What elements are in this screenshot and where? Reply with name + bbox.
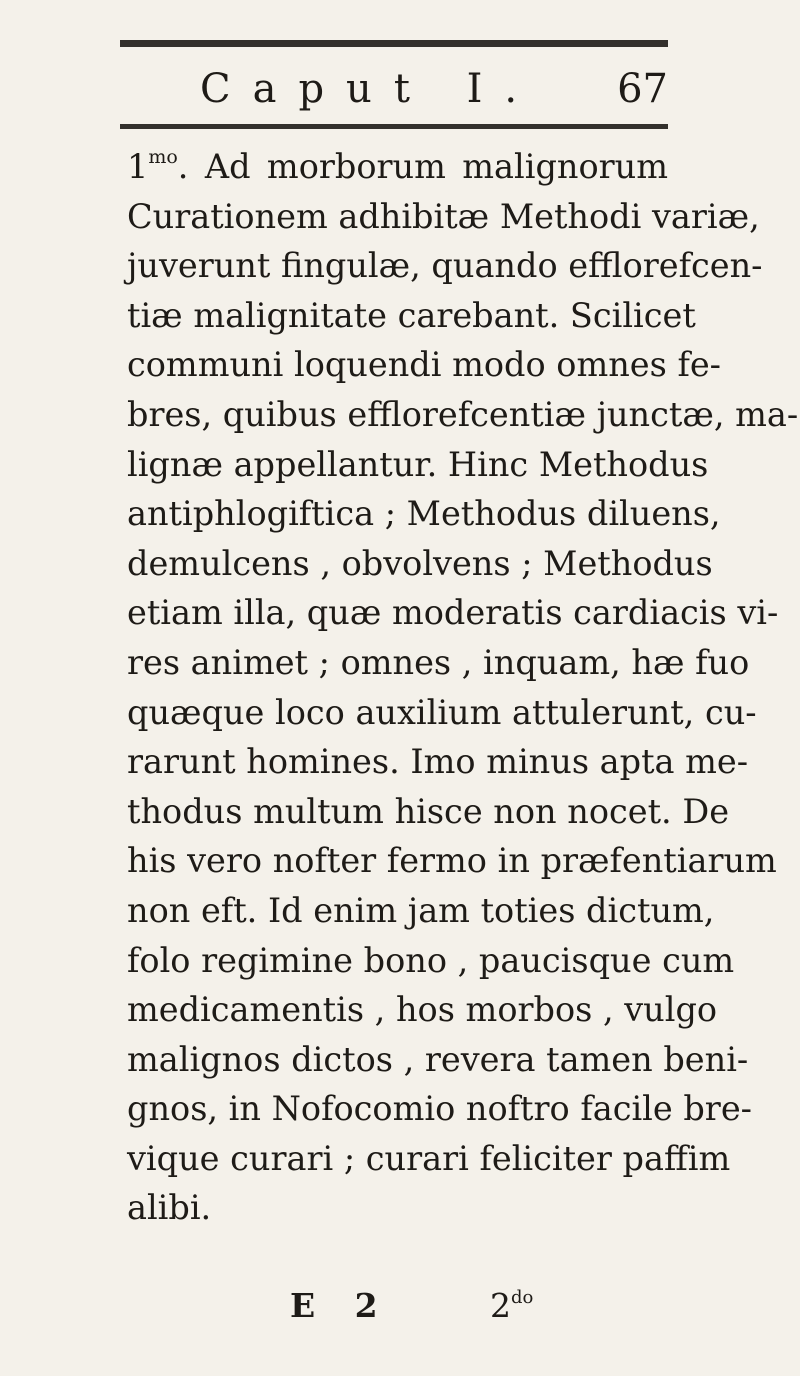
header-top-rule (120, 40, 668, 47)
signature-mark: E 2 (290, 1286, 392, 1325)
text-line-19: malignos dictos , revera tamen beni- (127, 1039, 749, 1079)
line-text: . Ad morborum malignorum (177, 147, 668, 186)
page-number: 67 (617, 66, 668, 112)
catchword (490, 1286, 533, 1325)
ordinal-suffix: mo (148, 146, 178, 168)
text-line-8: antiphlogiftica ; Methodus diluens, (127, 494, 721, 534)
page-footer (290, 1286, 590, 1336)
body-text (127, 142, 799, 1233)
text-line-6: bres, quibus efflorefcentiæ junctæ, ma- (127, 394, 799, 434)
catchword-text: 2 (490, 1286, 511, 1325)
text-line-12: quæque loco auxilium attulerunt, cu- (127, 692, 757, 732)
text-line-10: etiam illa, quæ moderatis cardiacis vi- (127, 593, 779, 633)
catchword-suffix: do (511, 1287, 534, 1308)
text-line-13: rarunt homines. Imo minus apta me- (127, 742, 749, 782)
header-bottom-rule (120, 124, 668, 129)
paragraph-ordinal: 1 (127, 147, 149, 186)
text-line-18: medicamentis , hos morbos , vulgo (127, 990, 718, 1030)
text-line-20: gnos, in Nofocomio noftro facile bre- (127, 1089, 752, 1129)
text-line-14: thodus multum hisce non nocet. De (127, 791, 730, 831)
text-line-5: communi loquendi modo omnes fe- (127, 345, 722, 385)
text-line-21: vique curari ; curari feliciter paffim (127, 1138, 731, 1178)
text-line-1 (127, 142, 668, 192)
page-header (120, 62, 668, 116)
text-line-2: Curationem adhibitæ Methodi variæ, (127, 196, 760, 236)
text-line-3: juverunt fingulæ, quando efflorefcen- (127, 246, 763, 286)
text-line-11: res animet ; omnes , inquam, hæ fuo (127, 642, 750, 682)
text-line-9: demulcens , obvolvens ; Methodus (127, 543, 713, 583)
text-line-4: tiæ malignitate carebant. Scilicet (127, 295, 696, 335)
text-line-17: folo regimine bono , paucisque cum (127, 940, 735, 980)
text-line-7: lignæ appellantur. Hinc Methodus (127, 444, 709, 484)
running-head: Caput I. (200, 66, 540, 112)
text-line-16: non eft. Id enim jam toties dictum, (127, 890, 715, 930)
text-line-15: his vero nofter fermo in præfentiarum (127, 841, 777, 881)
text-line-22: alibi. (127, 1188, 212, 1228)
